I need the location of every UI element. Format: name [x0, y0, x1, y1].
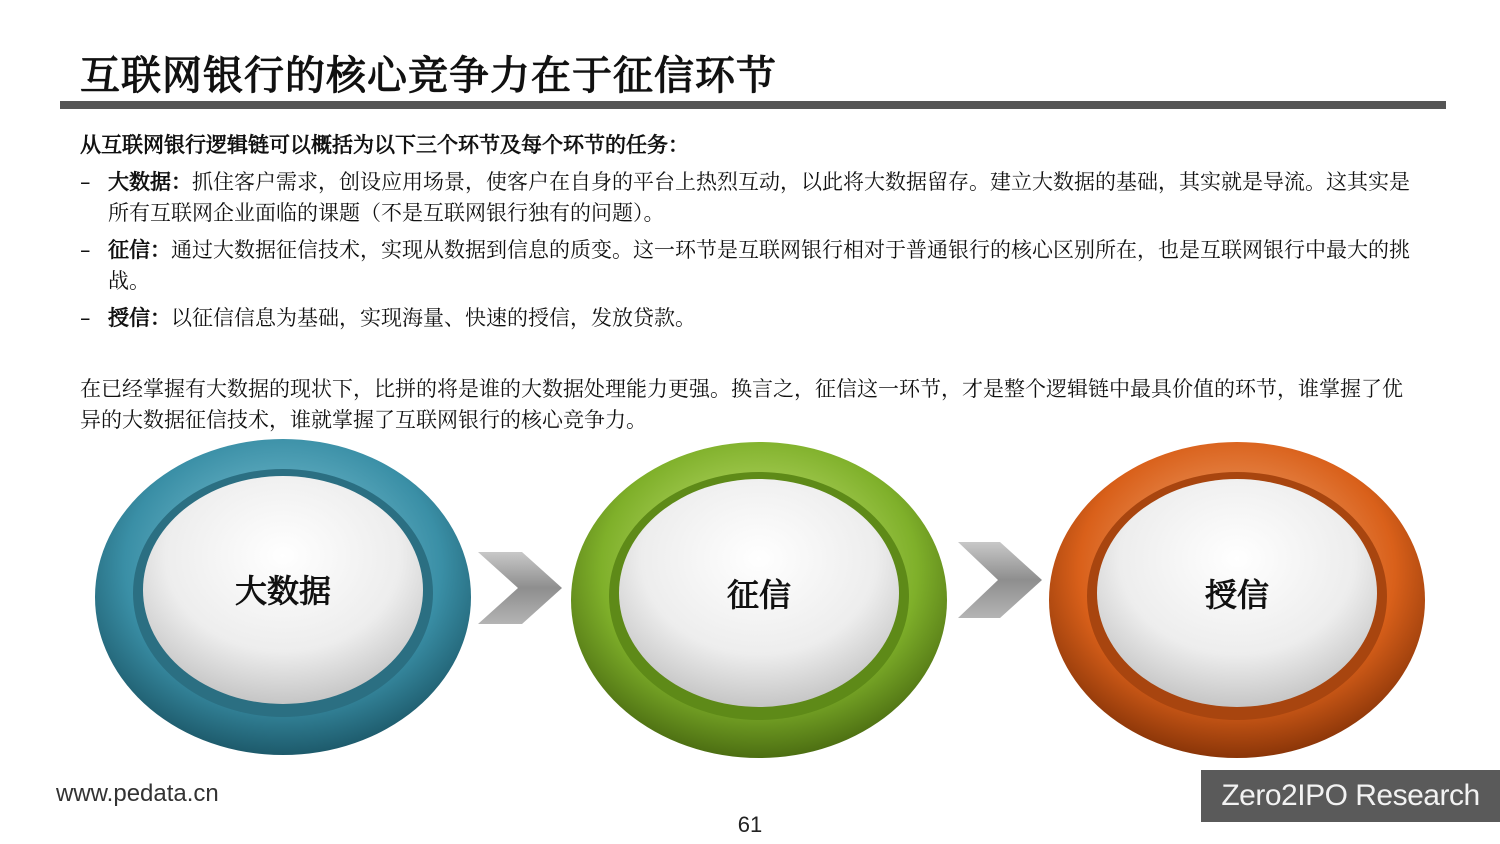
- footer-url: www.pedata.cn: [56, 780, 219, 807]
- bullet-item: [80, 235, 1420, 297]
- body-content: [80, 130, 1420, 436]
- dash-bullet: –: [80, 306, 91, 330]
- bullet-term: 大数据：: [108, 170, 192, 194]
- node-label-credit-check: 征信: [726, 576, 791, 614]
- brand-badge: Zero2IPO Research: [1201, 770, 1500, 822]
- dash-bullet: –: [80, 170, 91, 194]
- node-label-bigdata: 大数据: [234, 572, 331, 610]
- bullet-list: [80, 167, 1420, 334]
- chevron-arrow-icon: [958, 542, 1042, 618]
- dash-bullet: –: [80, 238, 91, 262]
- bullet-item: [80, 303, 1420, 334]
- chevron-arrow-icon: [478, 552, 562, 624]
- title-rule: [60, 101, 1446, 109]
- bullet-text: 以征信信息为基础，实现海量、快速的授信，发放贷款。: [171, 306, 696, 330]
- bullet-term: 授信：: [108, 306, 171, 330]
- bullet-item: [80, 167, 1420, 229]
- page-number: 61: [737, 812, 763, 837]
- node-label-credit-grant: 授信: [1204, 576, 1269, 614]
- bullet-term: 征信：: [108, 238, 171, 262]
- lead-text: 从互联网银行逻辑链可以概括为以下三个环节及每个环节的任务：: [80, 133, 689, 157]
- bullet-text: 通过大数据征信技术，实现从数据到信息的质变。这一环节是互联网银行相对于普通银行的核心区别所在，也是互联网银行中最大的挑战。: [108, 238, 1410, 293]
- process-flow-diagram: [0, 430, 1500, 760]
- slide-title: 互联网银行的核心竞争力在于征信环节: [80, 53, 777, 99]
- summary-paragraph: 在已经掌握有大数据的现状下，比拼的将是谁的大数据处理能力更强。换言之，征信这一环节，才是整个逻辑链中最具价值的环节，谁掌握了优异的大数据征信技术，谁就掌握了互联网银行的核心竞争力。: [80, 377, 1403, 432]
- bullet-text: 抓住客户需求，创设应用场景，使客户在自身的平台上热烈互动，以此将大数据留存。建立大数据的基础，其实就是导流。这其实是所有互联网企业面临的课题（不是互联网银行独有的问题）。: [108, 170, 1410, 225]
